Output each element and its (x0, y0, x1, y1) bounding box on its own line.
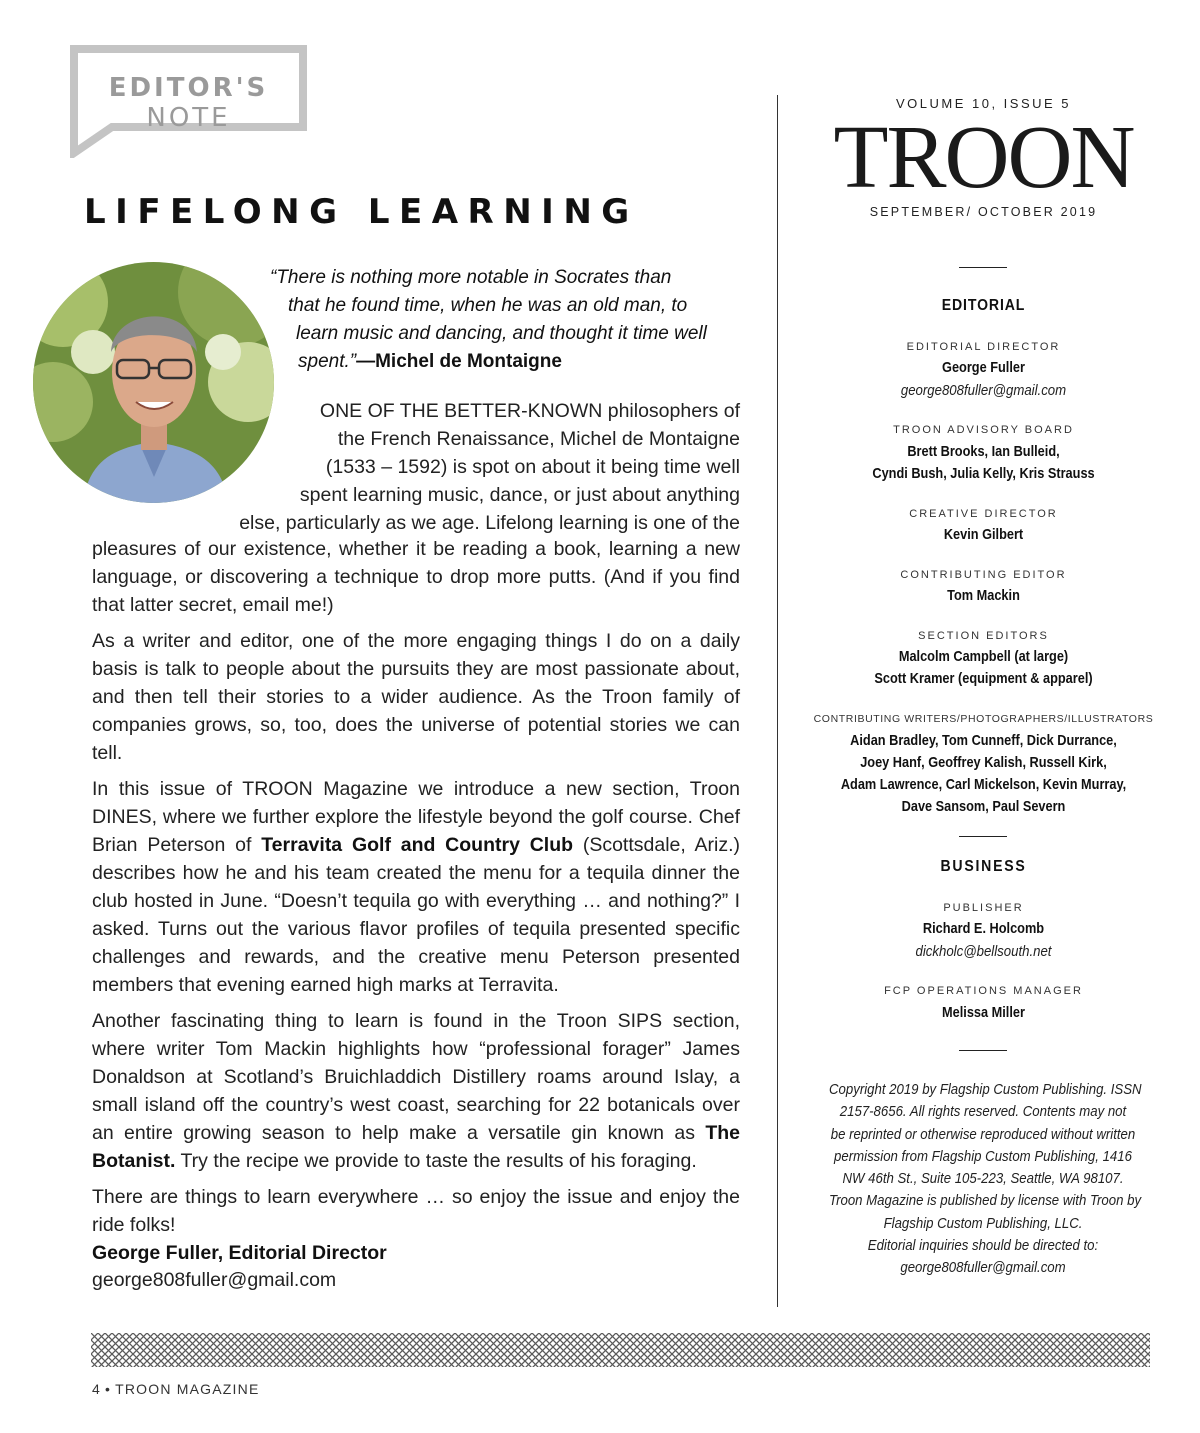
ops-manager-name: Melissa Miller (942, 1004, 1025, 1021)
role-label: PUBLISHER (943, 902, 1024, 914)
quote-line: that he found time, when he was an old man, to (288, 295, 688, 316)
paragraph-5: There are things to learn everywhere … so enjoy the issue and enjoy the ride folks! (92, 1186, 740, 1236)
role-label: CREATIVE DIRECTOR (909, 508, 1058, 520)
publisher-email: dickholc@bellsouth.net (915, 943, 1052, 960)
paragraph-4: Another fascinating thing to learn is found in the Troon SIPS section, where writer Tom Mackin highlights how “professional forager” James Donaldson at Scotland’s Bruichladdich Distillery roams around Islay, a small island off the country’s west coast, searching for 22 botanicals over an entire growing season to help make a versatile gin known as The Botanist. Try the recipe we provide to taste the results of his foraging. (92, 1010, 740, 1172)
editors-note-badge (70, 45, 307, 158)
paragraph-2: As a writer and editor, one of the more engaging things I do on a daily basis is talk to people about the pursuits they are most passionate about, and then tell their stories to a wider audience. As the Troon family of companies grows, so, too, does the universe of potential stories we can tell. (92, 630, 740, 764)
business-heading: BUSINESS (940, 858, 1027, 875)
quote-line: spent.” (298, 351, 357, 372)
writers-line: Aidan Bradley, Tom Cunneff, Dick Durrance, (850, 732, 1117, 749)
signature-email: george808fuller@gmail.com (92, 1269, 337, 1291)
signature-name: George Fuller, Editorial Director (92, 1242, 387, 1264)
editorial-heading: EDITORIAL (941, 297, 1026, 314)
publisher-name: Richard E. Holcomb (922, 920, 1045, 937)
article-body (92, 535, 740, 1247)
headline: LIFELONG LEARNING (84, 192, 639, 232)
divider (959, 267, 1007, 268)
paragraph-1-rest: pleasures of our existence, whether it be reading a book, learning a new language, or discovering a technique to drop more putts. (And if you find that latter secret, email me!) (92, 538, 740, 616)
advisory-line: Brett Brooks, Ian Bulleid, (907, 443, 1060, 460)
column-divider (777, 95, 778, 1307)
role-label: TROON ADVISORY BOARD (893, 424, 1074, 436)
role-label: FCP OPERATIONS MANAGER (884, 985, 1083, 997)
quote-attribution: —Michel de Montaigne (356, 351, 562, 372)
creative-director-name: Kevin Gilbert (943, 526, 1024, 543)
role-label: CONTRIBUTING WRITERS/PHOTOGRAPHERS/ILLUSTRATORS (813, 713, 1154, 725)
section-editor-line: Scott Kramer (equipment & apparel) (874, 670, 1093, 687)
folio-brand: TROON (115, 1381, 172, 1397)
role-label: EDITORIAL DIRECTOR (906, 341, 1061, 353)
intro-line: spent learning music, dance, or just about anything (299, 484, 740, 506)
writers-line: Dave Sansom, Paul Severn (901, 798, 1066, 815)
crosshatch-pattern-bar (91, 1333, 1150, 1367)
quote-line: “There is nothing more notable in Socrates than (270, 267, 672, 288)
page-folio: 4 • TROON MAGAZINE (92, 1381, 260, 1397)
troon-logo: TROON (833, 108, 1134, 207)
contributing-editor-name: Tom Mackin (947, 587, 1020, 604)
intro-line: (1533 – 1592) is spot on about it being time well (325, 456, 740, 478)
intro-line: the French Renaissance, Michel de Montaigne (337, 428, 740, 450)
quote-line: learn music and dancing, and thought it time well (296, 323, 707, 344)
terravita-bold: Terravita Golf and Country Club (261, 834, 574, 856)
divider (959, 1050, 1007, 1051)
divider (959, 836, 1007, 837)
volume-issue: VOLUME 10, ISSUE 5 (895, 96, 1072, 111)
botanist-bold: The Botanist. (92, 1122, 740, 1172)
intro-line: ONE OF THE BETTER-KNOWN philosophers of (319, 400, 740, 422)
editors-note-label: EDITOR'S NOTE (108, 73, 269, 133)
writers-line: Joey Hanf, Geoffrey Kalish, Russell Kirk, (860, 754, 1107, 771)
intro-line: else, particularly as we age. Lifelong learning is one of the (239, 512, 740, 534)
writers-line: Adam Lawrence, Carl Mickelson, Kevin Murray, (840, 776, 1127, 793)
pull-quote (270, 264, 740, 376)
paragraph-3: In this issue of TROON Magazine we introduce a new section, Troon DINES, where we further explore the lifestyle beyond the golf course. Chef Brian Peterson of Terravita Golf and Country Club (Scottsdale, Ariz.) describes how he and his team created the menu for a tequila dinner the club hosted in June. “Doesn’t tequila go with everything … and nothing?” I asked. Turns out the various flavor profiles of tequila presented specific challenges and rewards, and the creative menu Peterson presented members that evening earned high marks at Terravita. (92, 778, 741, 996)
editorial-director-name: George Fuller (942, 359, 1025, 376)
folio-magazine: MAGAZINE (176, 1381, 260, 1397)
section-editor-line: Malcolm Campbell (at large) (898, 648, 1069, 665)
role-label: CONTRIBUTING EDITOR (900, 569, 1067, 581)
page-number: 4 (92, 1381, 101, 1397)
advisory-line: Cyndi Bush, Julia Kelly, Kris Strauss (872, 465, 1095, 482)
intro-paragraph (239, 397, 740, 537)
issue-date: SEPTEMBER/ OCTOBER 2019 (869, 205, 1098, 219)
editorial-director-email: george808fuller@gmail.com (900, 382, 1067, 399)
signature (92, 1240, 387, 1294)
copyright-notice: Copyright 2019 by Flagship Custom Publishing. ISSN 2157-8656. All rights reserved. Contents may not be reprinted or otherwise reproduced without written permission from Flagship Custom Publishing, 1416 NW 46th St., Suite 105-223, Seattle, WA 98107. Troon Magazine is published by license with Troon by Flagship Custom Publishing, LLC. Editorial inquiries should be directed to: george808fuller@gmail.com (829, 1081, 1142, 1277)
author-photo (33, 262, 274, 503)
role-label: SECTION EDITORS (918, 630, 1049, 642)
